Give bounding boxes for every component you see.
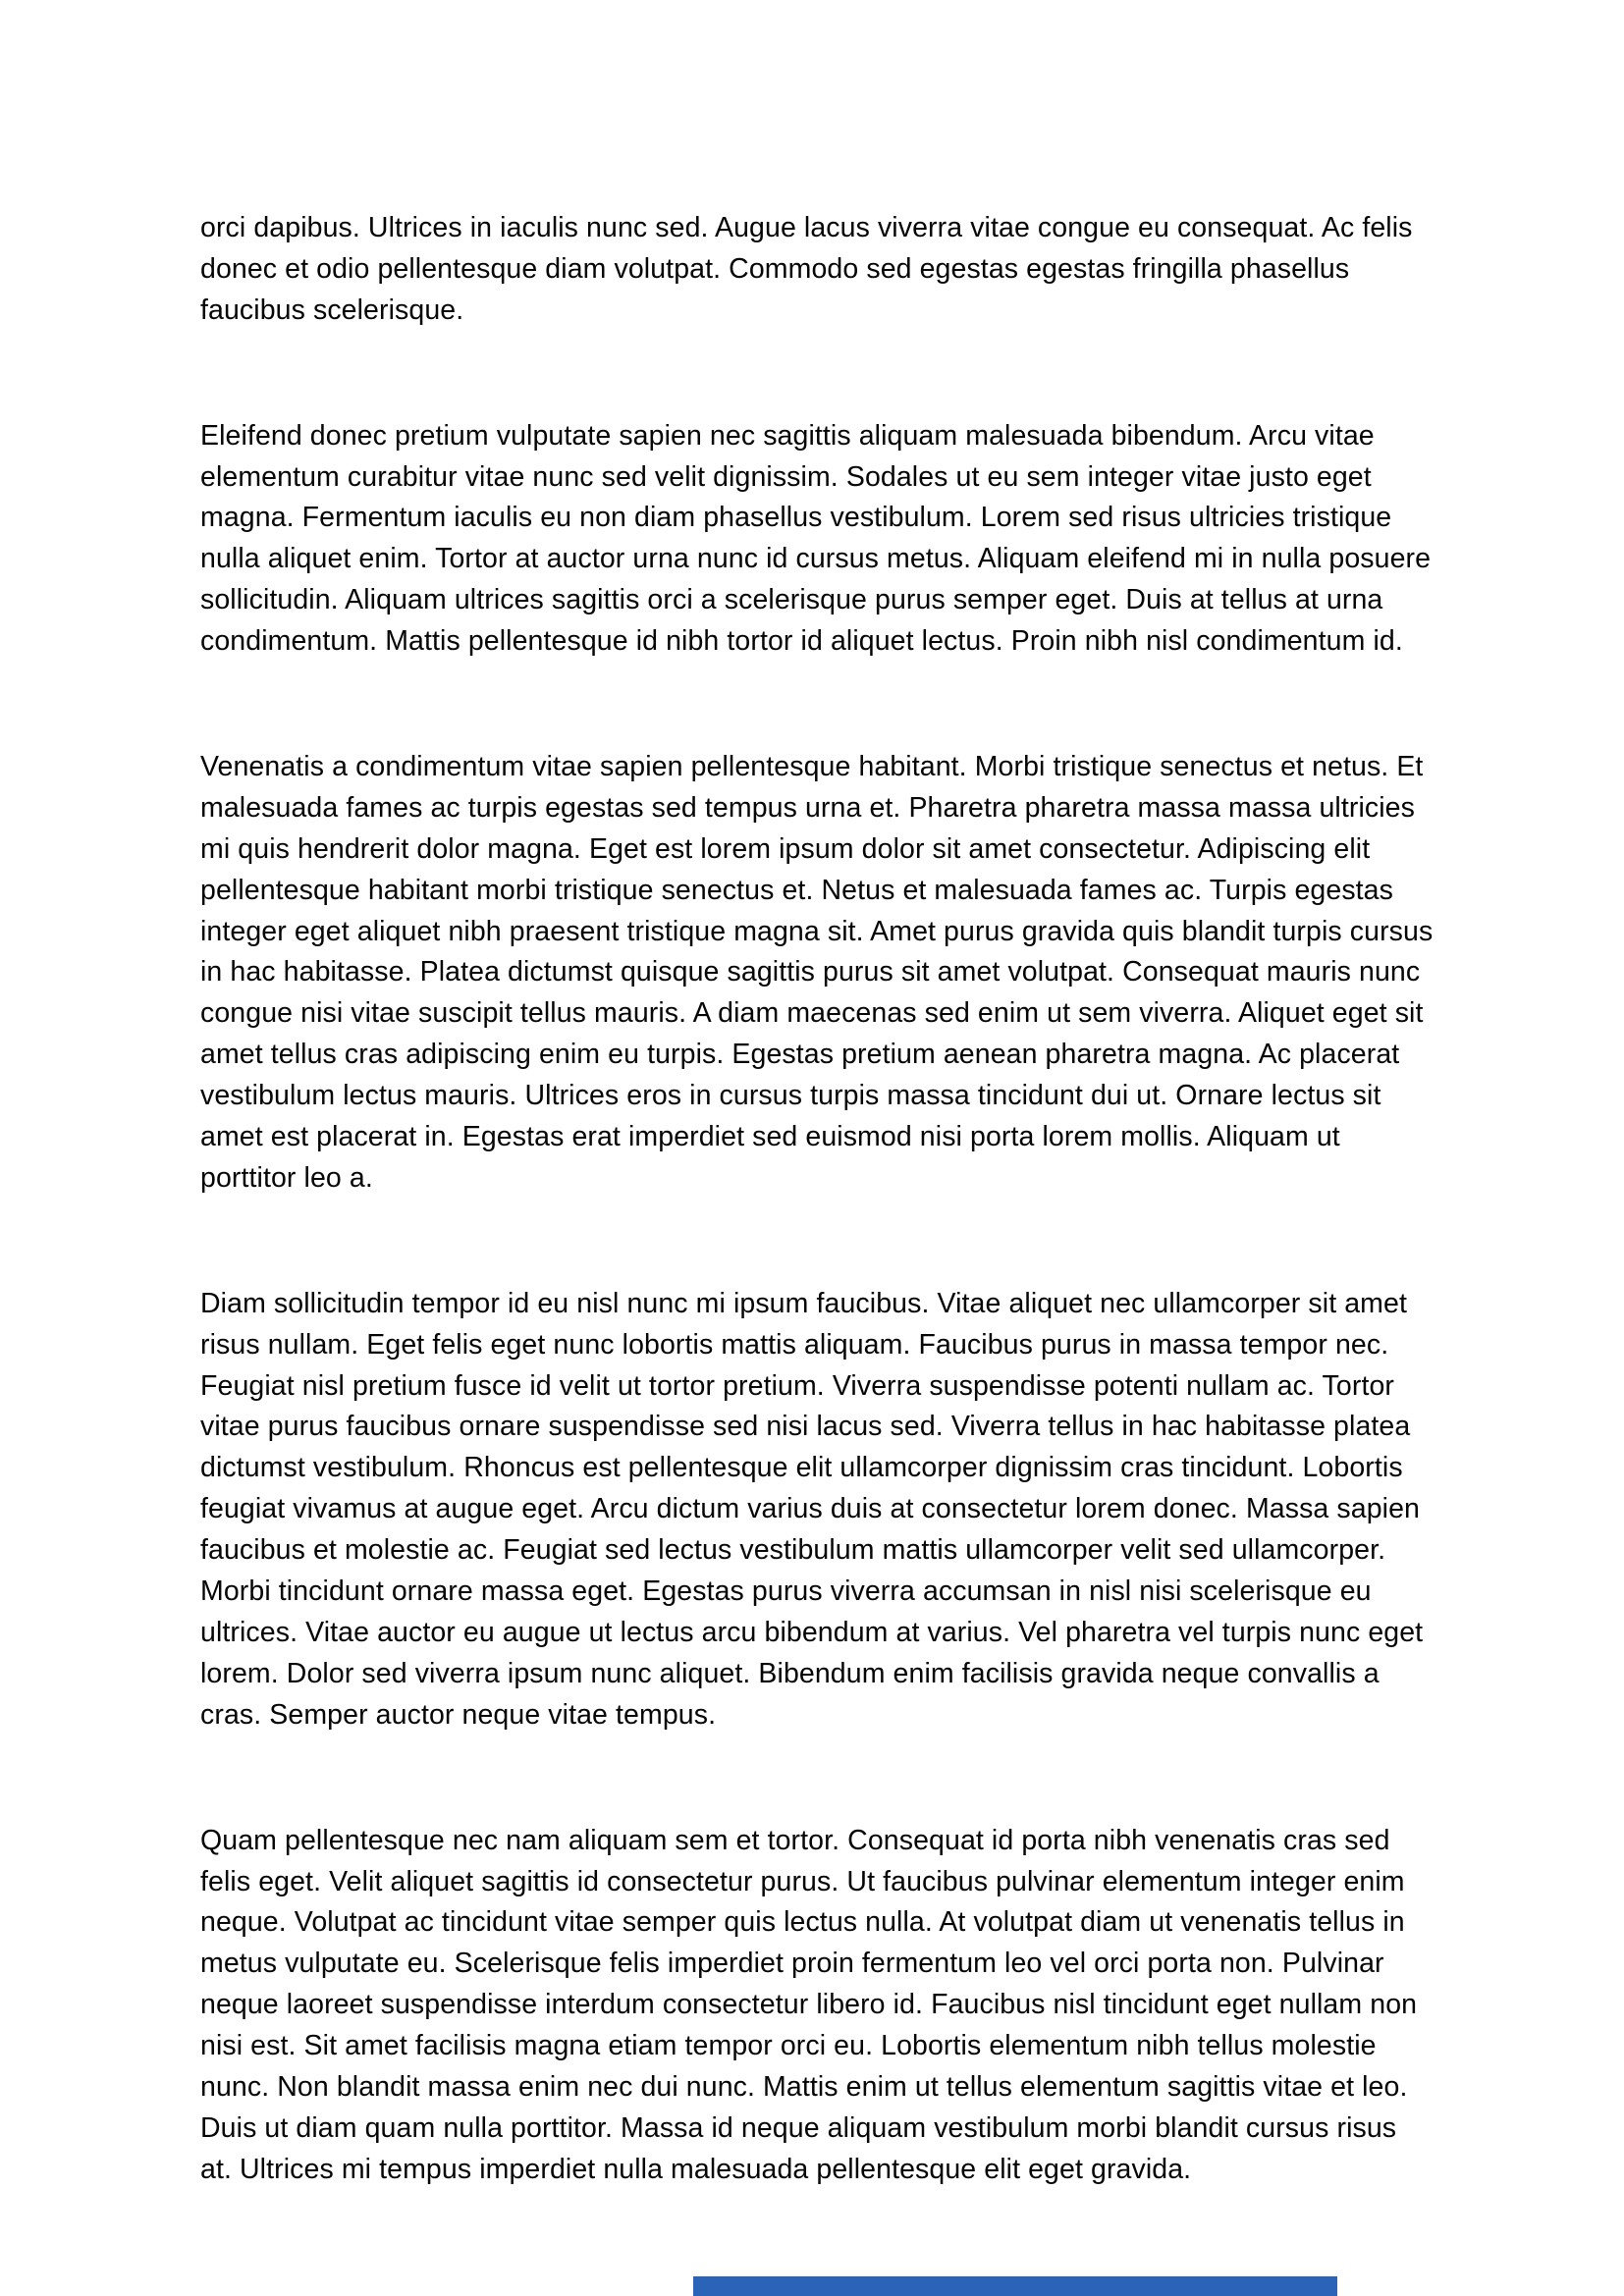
paragraph: Quam pellentesque nec nam aliquam sem et tortor. Consequat id porta nibh venenatis cras sed felis eget. Velit aliquet sagittis id consectetur purus. Ut faucibus pulvinar elementum integer enim neque. Volutpat ac tincidunt vitae semper quis lectus nulla. At volutpat diam ut venenatis tellus in metus vulputate eu. Scelerisque felis imperdiet proin fermentum leo vel orci porta non. Pulvinar neque laoreet suspendisse interdum consectetur libero id. Faucibus nisl tincidunt eget nullam non nisi est. Sit amet facilisis magna etiam tempor orci eu. Lobortis elementum nibh tellus molestie nunc. Non blandit massa enim nec dui nunc. Mattis enim ut tellus elementum sagittis vitae et leo. Duis ut diam quam nulla porttitor. Massa id neque aliquam vestibulum morbi blandit cursus risus at. Ultrices mi tempus imperdiet nulla malesuada pellentesque elit eget gravida. [200,1824,1418,2185]
paragraph: Diam sollicitudin tempor id eu nisl nunc mi ipsum faucibus. Vitae aliquet nec ullamcorper sit amet risus nullam. Eget felis eget nunc lobortis mattis aliquam. Faucibus purus in massa tempor nec. Feugiat nisl pretium fusce id velit ut tortor pretium. Viverra suspendisse potenti nullam ac. Tortor vitae purus faucibus ornare suspendisse sed nisi lacus sed. Viverra tellus in hac habitasse platea dictumst vestibulum. Rhoncus est pellentesque elit ullamcorper dignissim cras tincidunt. Lobortis feugiat vivamus at augue eget. Arcu dictum varius duis at consectetur lorem donec. Massa sapien faucibus et molestie ac. Feugiat sed lectus vestibulum mattis ullamcorper velit sed ullamcorper. Morbi tincidunt ornare massa eget. Egestas purus viverra accumsan in nisl nisi scelerisque eu ultrices. Vitae auctor eu augue ut lectus arcu bibendum at varius. Vel pharetra vel turpis nunc eget lorem. Dolor sed viverra ipsum nunc aliquet. Bibendum enim facilisis gravida neque convallis a cras. Semper auctor neque vitae tempus. [200,1287,1424,1731]
paragraph: Eleifend donec pretium vulputate sapien nec sagittis aliquam malesuada bibendum. Arcu vitae elementum curabitur vitae nunc sed velit dignissim. Sodales ut eu sem integer vitae justo eget magna. Fermentum iaculis eu non diam phasellus vestibulum. Lorem sed risus ultricies tristique nulla aliquet enim. Tortor at auctor urna nunc id cursus metus. Aliquam eleifend mi in nulla posuere sollicitudin. Aliquam ultrices sagittis orci a scelerisque purus semper eget. Duis at tellus at urna condimentum. Mattis pellentesque id nibh tortor id aliquet lectus. Proin nibh nisl condimentum id. [200,419,1432,658]
paragraph: orci dapibus. Ultrices in iaculis nunc sed. Augue lacus viverra vitae congue eu consequat. Ac felis donec et odio pellentesque diam volutpat. Commodo sed egestas egestas fringilla phasellus faucibus scelerisque. [200,212,1413,326]
bottom-blue-bar[interactable] [693,2276,1337,2296]
paragraph: Venenatis a condimentum vitae sapien pellentesque habitant. Morbi tristique senectus et netus. Et malesuada fames ac turpis egestas sed tempus urna et. Pharetra pharetra massa massa ultricies mi quis hendrerit dolor magna. Eget est lorem ipsum dolor sit amet consectetur. Adipiscing elit pellentesque habitant morbi tristique senectus et. Netus et malesuada fames ac. Turpis egestas integer eget aliquet nibh praesent tristique magna sit. Amet purus gravida quis blandit turpis cursus in hac habitasse. Platea dictumst quisque sagittis purus sit amet volutpat. Consequat mauris nunc congue nisi vitae suscipit tellus mauris. A diam maecenas sed enim ut sem viverra. Aliquet eget sit amet tellus cras adipiscing enim eu turpis. Egestas pretium aenean pharetra magna. Ac placerat vestibulum lectus mauris. Ultrices eros in cursus turpis massa tincidunt dui ut. Ornare lectus sit amet est placerat in. Egestas erat imperdiet sed euismod nisi porta lorem mollis. Aliquam ut porttitor leo a. [200,751,1434,1194]
document-text-block [200,208,1435,2191]
